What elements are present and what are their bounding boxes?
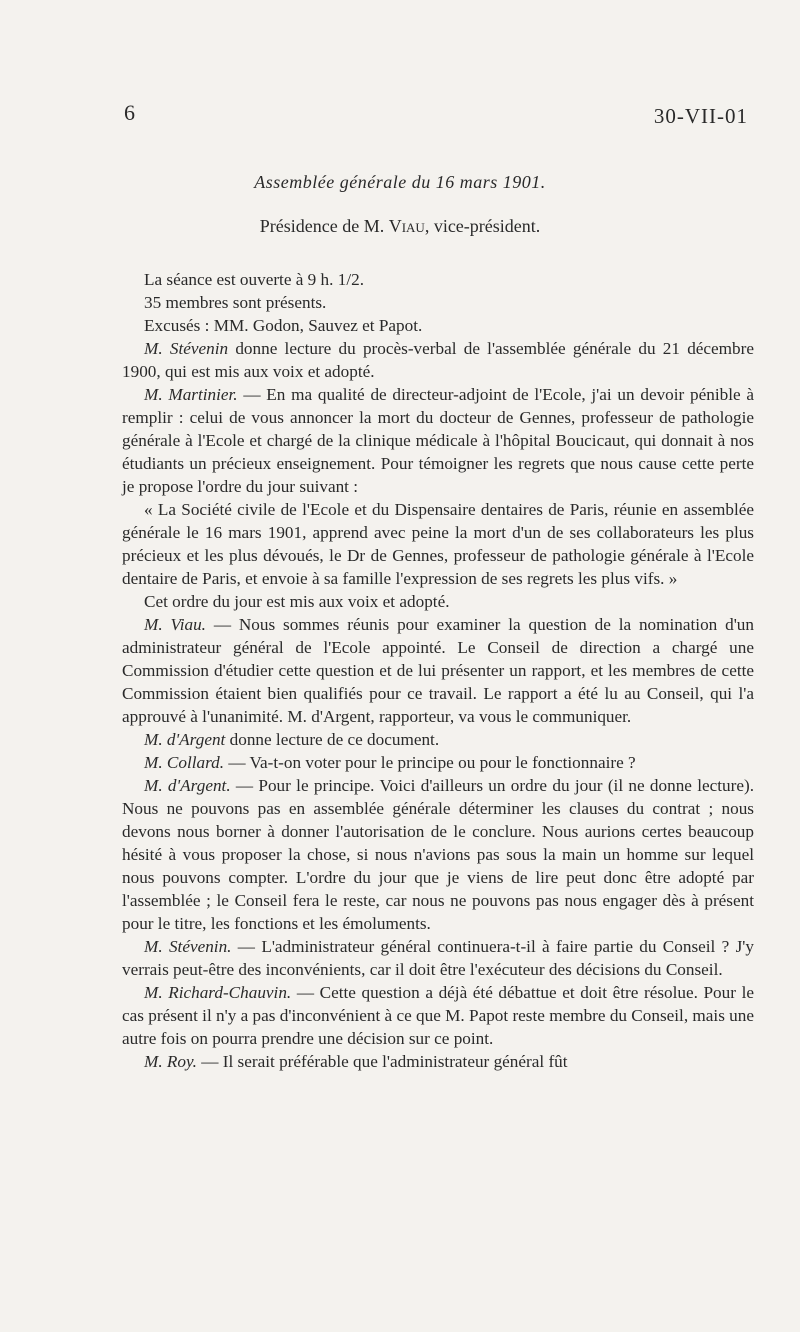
paragraph: [122, 314, 754, 337]
paragraph-text: La séance est ouverte à 9 h. 1/2.: [144, 270, 365, 289]
paragraph: [122, 935, 754, 981]
paragraph: [122, 291, 754, 314]
paragraph-text: — L'administrateur général continuera-t-il à faire partie du Conseil ? J'y verrais peut-être des inconvénients, car il doit être l'exécuteur des décisions du Conseil.: [122, 937, 754, 979]
paragraph-text: — Il serait préférable que l'administrateur général fût: [196, 1052, 568, 1071]
page-number: 6: [124, 100, 135, 125]
speaker: M. Martinier.: [144, 385, 238, 404]
paragraph-text: « La Société civile de l'Ecole et du Dispensaire dentaires de Paris, réunie en assemblée générale le 16 mars 1901, apprend avec peine la mort d'un de ses collaborateurs les plus précieux et les plus dévoués, le Dr de Gennes, professeur de pathologie générale à l'Ecole dentaire de Paris, et envoie à sa famille l'expression de ses regrets les plus vifs. »: [122, 500, 754, 588]
paragraph-text: — Cette question a déjà été débattue et doit être résolue. Pour le cas présent il n'y a pas d'inconvénient à ce que M. Papot reste membre du Conseil, mais une autre fois on pourra prendre une décision sur ce point.: [122, 983, 754, 1048]
president-name: Viau: [388, 216, 425, 236]
speaker: M. Richard-Chauvin.: [144, 983, 292, 1002]
paragraph: [122, 498, 754, 590]
paragraph-text: — Pour le principe. Voici d'ailleurs un ordre du jour (il ne donne lecture). Nous ne pouvons pas en assemblée générale déterminer les clauses du contrat ; nous devons nous borner à donner l'autorisation de le conclure. Nous aurions certes beaucoup hésité à vous proposer la chose, si nous n'avions pas sous la main un homme sur lequel nous pouvons compter. L'ordre du jour que je viens de lire peut donc être adopté par l'assemblée ; le Conseil fera le reste, car nous ne pouvons pas nous engager dès à présent pour le titre, les fonctions et les émoluments.: [122, 776, 754, 933]
presidence-line: [0, 216, 800, 237]
paragraph-text: — Nous sommes réunis pour examiner la question de la nomination d'un administrateur général de l'Ecole appointé. Le Conseil de direction a chargé une Commission d'étudier cette question et de lui présenter un rapport, et les membres de cette Commission étaient bien qualifiés pour ce travail. Le rapport a été lu au Conseil, qui l'a approuvé à l'unanimité. M. d'Argent, rapporteur, va vous le communiquer.: [122, 615, 754, 726]
paragraph-text: Cet ordre du jour est mis aux voix et adopté.: [144, 592, 450, 611]
paragraph-text: Excusés : MM. Godon, Sauvez et Papot.: [144, 316, 423, 335]
paragraph-text: 35 membres sont présents.: [144, 293, 327, 312]
speaker: M. Stévenin.: [144, 937, 232, 956]
paragraph: [122, 268, 754, 291]
speaker: M. d'Argent: [144, 730, 226, 749]
paragraph: [122, 728, 754, 751]
paragraph-text: — En ma qualité de directeur-adjoint de l'Ecole, j'ai un devoir pénible à remplir : celui de vous annoncer la mort du docteur de Gennes, professeur de pathologie générale à l'Ecole et chargé de la clinique médicale à l'hôpital Boucicaut, qui donnait à nos étudiants un précieux enseignement. Pour témoigner les regrets que nous cause cette perte je propose l'ordre du jour suivant :: [122, 385, 755, 496]
speaker: M. Collard.: [144, 753, 225, 772]
paragraph: [122, 981, 754, 1050]
paragraph: [122, 774, 754, 935]
page-title: Assemblée générale du 16 mars 1901.: [254, 172, 546, 192]
presidence-prefix: Présidence de M.: [259, 216, 385, 236]
paragraph-text: donne lecture du procès-verbal de l'assemblée générale du 21 décembre 1900, qui est mis aux voix et adopté.: [122, 339, 754, 381]
paragraph: [122, 613, 754, 728]
paragraph-text: — Va-t-on voter pour le principe ou pour le fonctionnaire ?: [224, 753, 636, 772]
speaker: M. Viau.: [144, 615, 206, 634]
minutes-body: [122, 268, 754, 1073]
paragraph-text: donne lecture de ce document.: [225, 730, 440, 749]
speaker: M. Roy.: [144, 1052, 197, 1071]
paragraph: [122, 751, 754, 774]
date-code: 30-VII-01: [653, 104, 748, 128]
speaker: M. Stévenin: [144, 339, 229, 358]
paragraph: [122, 590, 754, 613]
speaker: M. d'Argent.: [144, 776, 231, 795]
paragraph: [122, 337, 754, 383]
paragraph: [122, 383, 754, 498]
presidence-suffix: , vice-président.: [424, 216, 541, 236]
paragraph: [122, 1050, 754, 1073]
